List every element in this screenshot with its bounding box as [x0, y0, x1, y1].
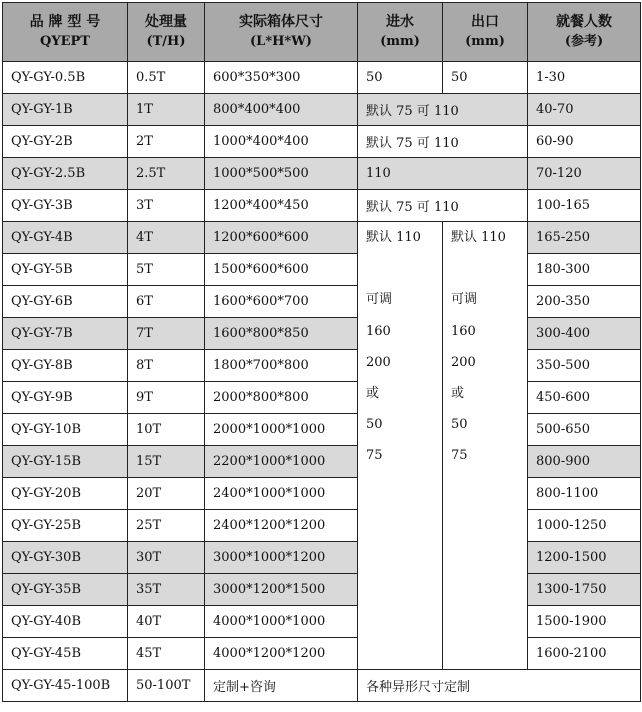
outlet-line: 或 — [451, 386, 465, 402]
inlet-cell: 50 — [358, 62, 443, 94]
inlet-line — [366, 253, 442, 284]
model-cell: QY-GY-4B — [3, 222, 128, 254]
table-row — [3, 670, 641, 702]
size-cell: 1600*600*700 — [205, 286, 358, 318]
capacity-cell: 30T — [128, 542, 205, 574]
custom-note-cell: 各种异形尺寸定制 — [358, 670, 641, 702]
size-cell: 1000*500*500 — [205, 158, 358, 190]
inlet-line: 50 — [366, 417, 383, 433]
size-cell: 1600*800*850 — [205, 318, 358, 350]
capacity-cell: 35T — [128, 574, 205, 606]
outlet-line: 可调 — [451, 292, 478, 308]
model-cell: QY-GY-45-100B — [3, 670, 128, 702]
inlet-line: 默认 110 — [366, 230, 421, 245]
size-cell: 600*350*300 — [205, 62, 358, 94]
people-cell: 1200-1500 — [528, 542, 641, 574]
size-cell: 1200*400*450 — [205, 190, 358, 222]
table-row — [3, 478, 641, 510]
header-outlet: 出口 (mm) — [443, 3, 528, 62]
model-cell: QY-GY-8B — [3, 350, 128, 382]
outlet-line: 160 — [451, 323, 476, 339]
model-cell: QY-GY-2.5B — [3, 158, 128, 190]
capacity-cell: 4T — [128, 222, 205, 254]
capacity-cell: 5T — [128, 254, 205, 286]
capacity-cell: 50-100T — [128, 670, 205, 702]
table-row — [3, 446, 641, 478]
inlet-line: 160 — [366, 323, 391, 339]
header-capacity: 处理量 (T/H) — [128, 3, 205, 62]
inlet-merged-cell — [358, 222, 443, 670]
people-cell: 1000-1250 — [528, 510, 641, 542]
spec-table — [2, 2, 641, 702]
model-cell: QY-GY-2B — [3, 126, 128, 158]
model-cell: QY-GY-35B — [3, 574, 128, 606]
size-cell: 定制+咨询 — [205, 670, 358, 702]
table-row — [3, 222, 641, 254]
size-cell: 2400*1000*1000 — [205, 478, 358, 510]
model-cell: QY-GY-10B — [3, 414, 128, 446]
size-cell: 2000*1000*1000 — [205, 414, 358, 446]
capacity-cell: 15T — [128, 446, 205, 478]
size-cell: 3000*1000*1200 — [205, 542, 358, 574]
size-cell: 1500*600*600 — [205, 254, 358, 286]
people-cell: 60-90 — [528, 126, 641, 158]
capacity-cell: 9T — [128, 382, 205, 414]
capacity-cell: 25T — [128, 510, 205, 542]
table-row — [3, 574, 641, 606]
size-cell: 4000*1200*1200 — [205, 638, 358, 670]
size-cell: 1200*600*600 — [205, 222, 358, 254]
table-row — [3, 318, 641, 350]
capacity-cell: 8T — [128, 350, 205, 382]
table-row — [3, 542, 641, 574]
header-model: 品 牌 型 号 QYEPT — [3, 3, 128, 62]
table-row — [3, 254, 641, 286]
model-cell: QY-GY-15B — [3, 446, 128, 478]
outlet-cell: 50 — [443, 62, 528, 94]
inlet-line: 200 — [366, 354, 391, 370]
people-cell: 70-120 — [528, 158, 641, 190]
size-cell: 1800*700*800 — [205, 350, 358, 382]
table-row — [3, 350, 641, 382]
outlet-line: 50 — [451, 417, 468, 433]
model-cell: QY-GY-20B — [3, 478, 128, 510]
people-cell: 800-900 — [528, 446, 641, 478]
table-row — [3, 62, 641, 94]
size-cell: 800*400*400 — [205, 94, 358, 126]
people-cell: 1300-1750 — [528, 574, 641, 606]
people-cell: 800-1100 — [528, 478, 641, 510]
pipe-cell: 默认 75 可 110 — [358, 94, 528, 126]
model-cell: QY-GY-25B — [3, 510, 128, 542]
people-cell: 40-70 — [528, 94, 641, 126]
people-cell: 450-600 — [528, 382, 641, 414]
model-cell: QY-GY-40B — [3, 606, 128, 638]
size-cell: 2200*1000*1000 — [205, 446, 358, 478]
people-cell: 350-500 — [528, 350, 641, 382]
header-size: 实际箱体尺寸 (L*H*W) — [205, 3, 358, 62]
pipe-cell: 默认 75 可 110 — [358, 190, 528, 222]
inlet-line: 可调 — [366, 292, 393, 308]
people-cell: 100-165 — [528, 190, 641, 222]
size-cell: 4000*1000*1000 — [205, 606, 358, 638]
table-row — [3, 638, 641, 670]
people-cell: 165-250 — [528, 222, 641, 254]
capacity-cell: 10T — [128, 414, 205, 446]
inlet-line: 或 — [366, 386, 380, 402]
capacity-cell: 45T — [128, 638, 205, 670]
size-cell: 2000*800*800 — [205, 382, 358, 414]
size-cell: 1000*400*400 — [205, 126, 358, 158]
table-row — [3, 414, 641, 446]
capacity-cell: 6T — [128, 286, 205, 318]
people-cell: 300-400 — [528, 318, 641, 350]
table-row — [3, 606, 641, 638]
capacity-cell: 3T — [128, 190, 205, 222]
table-row — [3, 510, 641, 542]
capacity-cell: 2.5T — [128, 158, 205, 190]
pipe-cell: 110 — [358, 158, 528, 190]
model-cell: QY-GY-6B — [3, 286, 128, 318]
header-row — [3, 3, 641, 62]
model-cell: QY-GY-30B — [3, 542, 128, 574]
people-cell: 180-300 — [528, 254, 641, 286]
people-cell: 1500-1900 — [528, 606, 641, 638]
capacity-cell: 0.5T — [128, 62, 205, 94]
table-row — [3, 190, 641, 222]
people-cell: 1600-2100 — [528, 638, 641, 670]
model-cell: QY-GY-3B — [3, 190, 128, 222]
table-row — [3, 126, 641, 158]
size-cell: 3000*1200*1500 — [205, 574, 358, 606]
outlet-line: 默认 110 — [451, 230, 506, 245]
people-cell: 200-350 — [528, 286, 641, 318]
model-cell: QY-GY-7B — [3, 318, 128, 350]
model-cell: QY-GY-1B — [3, 94, 128, 126]
people-cell: 500-650 — [528, 414, 641, 446]
model-cell: QY-GY-9B — [3, 382, 128, 414]
capacity-cell: 7T — [128, 318, 205, 350]
outlet-line: 200 — [451, 354, 476, 370]
inlet-line: 75 — [366, 448, 383, 464]
model-cell: QY-GY-5B — [3, 254, 128, 286]
capacity-cell: 2T — [128, 126, 205, 158]
model-cell: QY-GY-45B — [3, 638, 128, 670]
outlet-line: 75 — [451, 448, 468, 464]
pipe-cell: 默认 75 可 110 — [358, 126, 528, 158]
model-cell: QY-GY-0.5B — [3, 62, 128, 94]
capacity-cell: 20T — [128, 478, 205, 510]
table-row — [3, 382, 641, 414]
table-row — [3, 94, 641, 126]
header-inlet: 进水 (mm) — [358, 3, 443, 62]
size-cell: 2400*1200*1200 — [205, 510, 358, 542]
table-row — [3, 286, 641, 318]
capacity-cell: 1T — [128, 94, 205, 126]
header-people: 就餐人数 (参考) — [528, 3, 641, 62]
outlet-line — [451, 253, 527, 284]
outlet-merged-cell — [443, 222, 528, 670]
people-cell: 1-30 — [528, 62, 641, 94]
capacity-cell: 40T — [128, 606, 205, 638]
table-row — [3, 158, 641, 190]
